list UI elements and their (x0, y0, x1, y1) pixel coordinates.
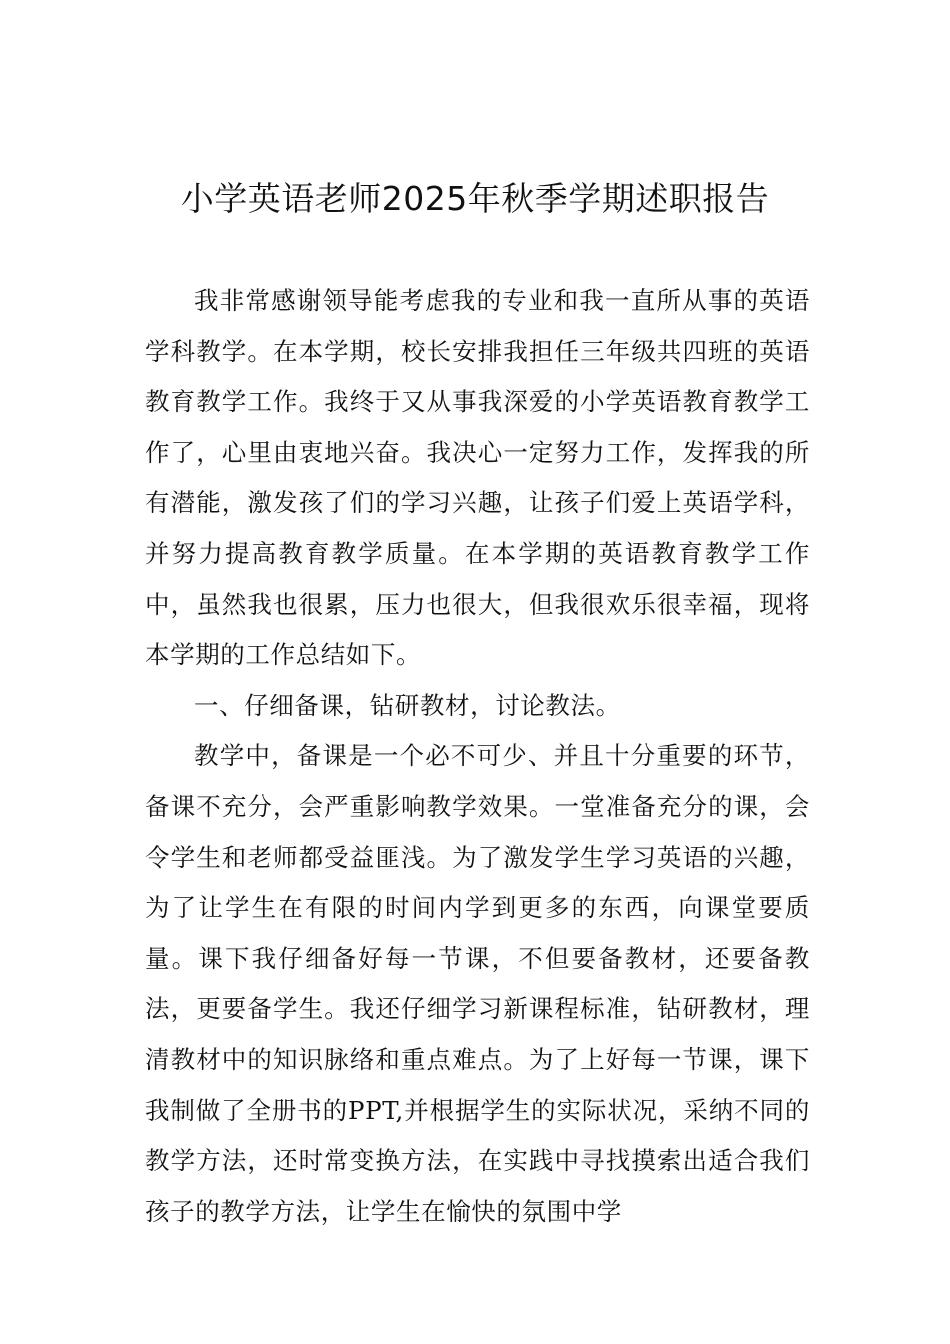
section-heading-1: 一、仔细备课，钻研教材，讨论教法。 (194, 690, 621, 720)
paragraph-lesson-prep: 教学中，备课是一个必不可少、并且十分重要的环节，备课不充分，会严重影响教学效果。一堂准备充分的课，会令学生和老师都受益匪浅。为了激发学生学习英语的兴趣，为了让学生在有限的时间内学到更多的东西，向课堂要质量。课下我仔细备好每一节课，不但要备教材，还要备教法，更要备学生。我还仔细学习新课程标准，钻研教材，理清教材中的知识脉络和重点难点。为了上好每一节课，课下我制做了全册书的PPT,并根据学生的实际状况，采纳不同的教学方法，还时常变换方法，在实践中寻找摸索出适合我们孩子的教学方法，让学生在愉快的氛围中学 (145, 741, 810, 1226)
paragraph-intro: 我非常感谢领导能考虑我的专业和我一直所从事的英语学科教学。在本学期，校长安排我担任三年级共四班的英语教育教学工作。我终于又从事我深爱的小学英语教育教学工作了，心里由衷地兴奋。我决心一定努力工作，发挥我的所有潜能，激发孩了们的学习兴趣，让孩子们爱上英语学科，并努力提高教育教学质量。在本学期的英语教育教学工作中，虽然我也很累，压力也很大，但我很欢乐很幸福，现将本学期的工作总结如下。 (145, 286, 810, 670)
document-body (145, 276, 810, 1237)
document-title: 小学英语老师2025年秋季学期述职报告 (180, 179, 770, 218)
